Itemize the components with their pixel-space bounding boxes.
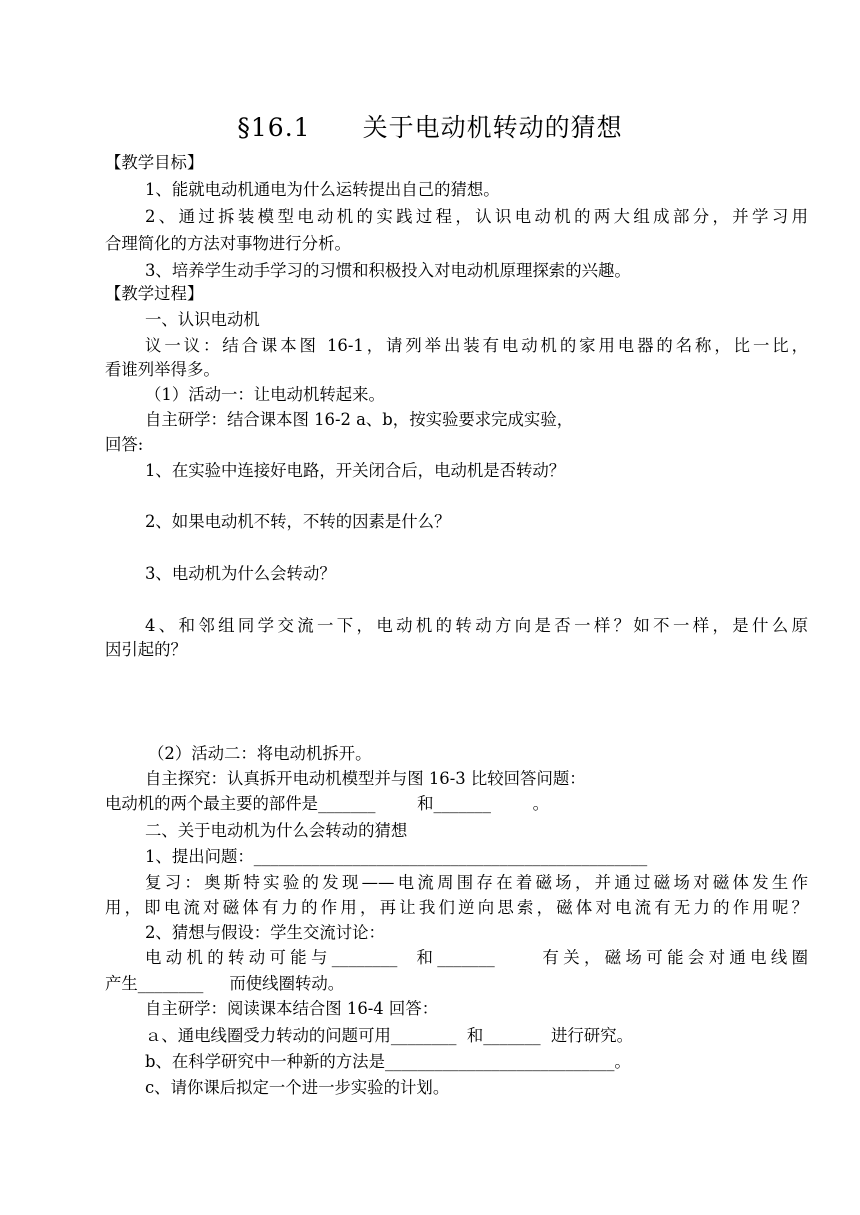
page-title: §16.1 关于电动机转动的猜想 — [237, 113, 623, 142]
goal-1: 1、能就电动机通电为什么运转提出自己的猜想。 — [145, 180, 500, 199]
review-line-2: 用，即电流对磁体有力的作用，再让我们逆向思索，磁体对电流有无力的作用呢？ — [105, 898, 808, 917]
question-4-line-1: 4、和邻组同学交流一下，电动机的转动方向是否一样？如不一样，是什么原 — [145, 616, 808, 635]
discussion-line-2: 看谁列举得多。 — [105, 360, 220, 379]
item-c: c、请你课后拟定一个进一步实验的计划。 — [145, 1078, 450, 1097]
question-3: 3、电动机为什么会转动？ — [145, 564, 336, 583]
self-study-line-1: 自主研学：结合课本图 16-2 a、b，按实验要求完成实验， — [145, 410, 574, 429]
question-4-line-2: 因引起的？ — [105, 640, 187, 659]
review-line-1: 复习：奥斯特实验的发现——电流周围存在着磁场，并通过磁场对磁体发生作 — [145, 873, 808, 892]
item-b: b、在科学研究中一种新的方法是____________________________。 — [145, 1052, 631, 1071]
section-heading-process: 【教学过程】 — [105, 284, 204, 303]
explore-line: 自主探究：认真拆开电动机模型并与图 16-3 比较回答问题： — [145, 769, 586, 788]
self-study-2: 自主研学：阅读课本结合图 16-4 回答： — [145, 999, 439, 1018]
question-2: 2、如果电动机不转，不转的因素是什么？ — [145, 512, 451, 531]
goal-2-line-1: 2、通过拆装模型电动机的实践过程，认识电动机的两大组成部分，并学习用 — [145, 207, 808, 226]
discussion-line-1: 议一议：结合课本图 16-1，请列举出装有电动机的家用电器的名称，比一比， — [145, 336, 808, 355]
raise-question: 1、提出问题：________________________________________________ — [145, 847, 648, 866]
goal-2-line-2: 合理简化的方法对事物进行分析。 — [105, 234, 351, 253]
activity-1: （1）活动一：让电动机转起来。 — [145, 385, 385, 404]
item-a: ａ、通电线圈受力转动的问题可用________ 和_______ 进行研究。 — [145, 1026, 633, 1045]
hypothesis-line-2: 产生________ 而使线圈转动。 — [105, 974, 345, 993]
self-study-line-2: 回答: — [105, 435, 144, 454]
section-heading-goals: 【教学目标】 — [105, 153, 204, 172]
hypothesis-heading: 2、猜想与假设：学生交流讨论： — [145, 923, 385, 942]
hypothesis-line-1: 电动机的转动可能与________ 和_______ 有关，磁场可能会对通电线圈 — [145, 948, 808, 967]
section-2-heading: 二、关于电动机为什么会转动的猜想 — [145, 821, 408, 840]
question-1: 1、在实验中连接好电路，开关闭合后，电动机是否转动？ — [145, 461, 566, 480]
section-1-heading: 一、认识电动机 — [145, 310, 260, 329]
parts-fill-in: 电动机的两个最主要的部件是_______ 和_______ 。 — [105, 794, 549, 813]
activity-2: （2）活动二：将电动机拆开。 — [148, 744, 372, 763]
goal-3: 3、培养学生动手学习的习惯和积极投入对电动机原理探索的兴趣。 — [145, 261, 631, 280]
